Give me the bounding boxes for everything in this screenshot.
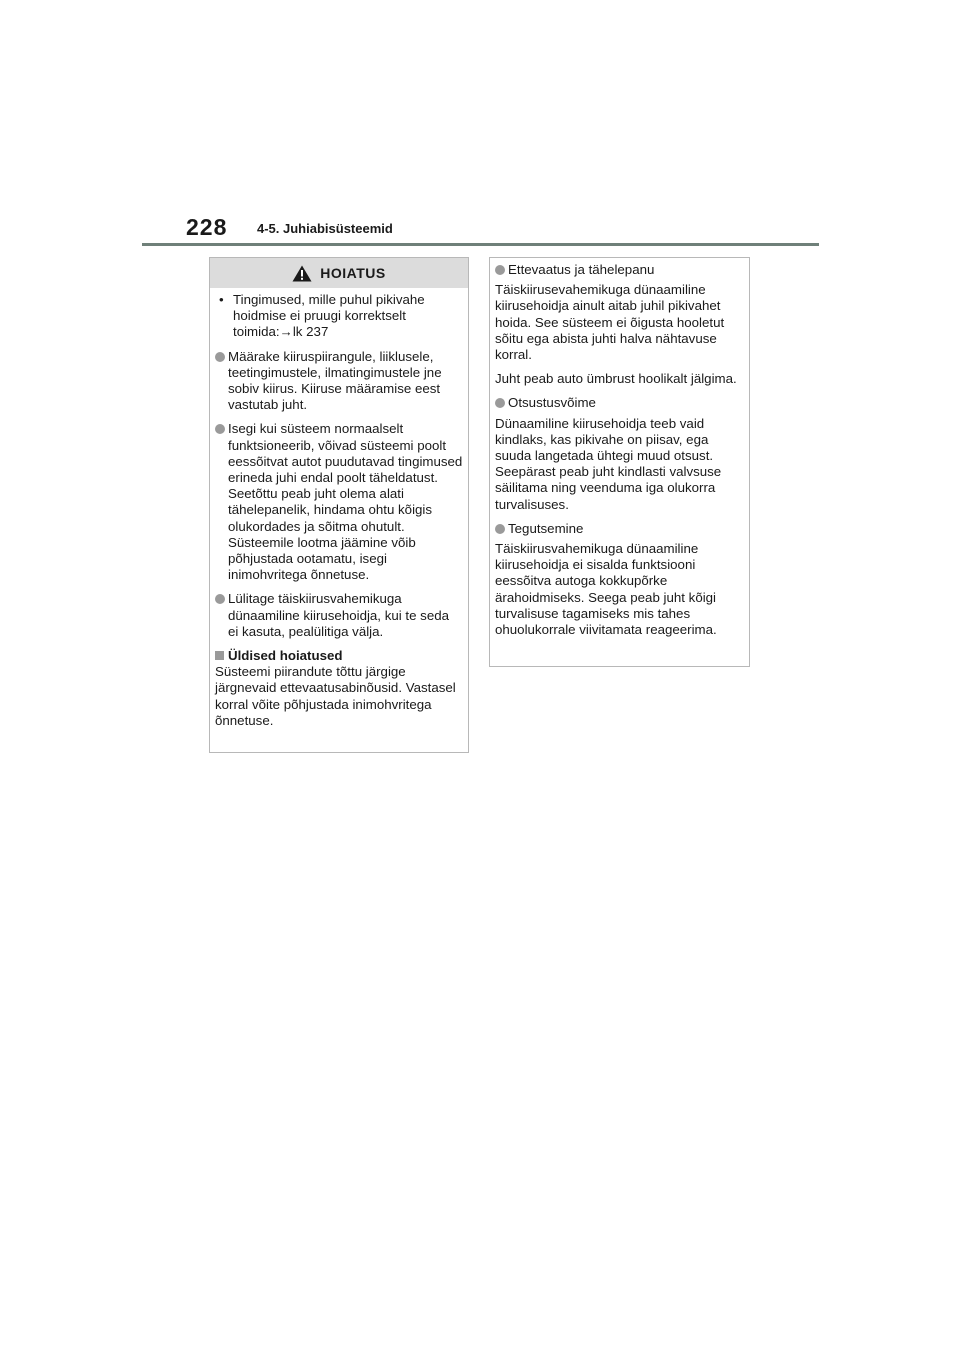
dash-bullet: •	[219, 292, 224, 307]
header-rule	[142, 243, 819, 246]
circle-bullet-icon	[495, 265, 505, 275]
topic-paragraph: Täiskiirusvahemikuga dünaamiline kiirusehoidja ei sisalda funktsiooni eessõitva autoga kokkupõrke ärahoidmiseks. Seega peab juht kõigi turvalisuse tagamiseks mis tahes ohuolukorrale viivitamata reageerima.	[495, 541, 717, 638]
warning-dash-item	[215, 292, 463, 341]
topic-paragraph: Täiskiirusevahemikuga dünaamiline kiirusehoidja ainult aitab juhil pikivahet hoida. See süsteem ei õigusta hooletut sõitu ega abista juhti halva nähtavuse korral.	[495, 282, 725, 363]
warning-bullet-text: Määrake kiiruspiirangule, liiklusele, teetingimustele, ilmatingimustele jne sobiv kiirus. Kiiruse määramise eest vastutab juht.	[228, 348, 442, 413]
warning-box	[209, 257, 469, 753]
circle-bullet-icon	[215, 594, 225, 604]
circle-bullet-icon	[495, 398, 505, 408]
warning-title: HOIATUS	[320, 264, 386, 281]
square-bullet-icon	[215, 651, 224, 660]
circle-bullet-icon	[215, 352, 225, 362]
warning-bullet-text: Isegi kui süsteem normaalselt funktsioneerib, võivad süsteemi poolt eessõitvat autot puudutavad tingimused erineda juhi endal poolt täheldatust. Seetõttu peab juht olema alati tähelepanelik, hindama ohtu kõigis olukordades ja sõitma ohutult. Süsteemile lootma jäämine võib põhjustada ootamatu, isegi inimohvritega õnnetuse.	[228, 421, 463, 583]
warning-bullet	[215, 421, 463, 583]
topic-paragraph: Dünaamiline kiirusehoidja teeb vaid kindlaks, kas pikivahe on piisav, ega suuda langetada ühtegi muud otsust. Seepärast peab juht kindlasti valvsuse säilitama ning veenduma iga olukorra turvalisuses.	[495, 415, 722, 512]
topic-title: Otsustusvõime	[508, 395, 596, 411]
warning-triangle-icon	[292, 265, 312, 282]
topic-paragraph: Juht peab auto ümbrust hoolikalt jälgima.	[495, 371, 737, 387]
warning-bullet	[215, 591, 463, 640]
warning-bullet-text: Lülitage täiskiirusvahemikuga dünaamiline kiirusehoidja, kui te seda ei kasuta, pealülitiga välja.	[228, 591, 450, 639]
circle-bullet-icon	[215, 424, 225, 434]
topic-heading	[495, 395, 744, 411]
warning-dash-text: Tingimused, mille puhul pikivahe hoidmise ei pruugi korrektselt toimida:→lk 237	[233, 292, 425, 340]
general-warnings-heading	[215, 648, 463, 664]
section-title: 4-5. Juhiabisüsteemid	[257, 221, 393, 236]
page-number: 228	[186, 214, 228, 240]
info-box	[489, 257, 750, 667]
general-warnings-title: Üldised hoiatused	[228, 648, 343, 664]
warning-body	[210, 288, 468, 729]
topic-heading	[495, 521, 744, 537]
circle-bullet-icon	[495, 524, 505, 534]
topic-heading	[495, 262, 744, 278]
topic-title: Ettevaatus ja tähelepanu	[508, 262, 655, 277]
warning-bullet	[215, 349, 463, 414]
warning-header	[210, 258, 468, 288]
info-body	[490, 258, 749, 638]
general-warnings-text: Süsteemi piirandute tõttu järgige järgnevaid ettevaatusabinõusid. Vastasel korral võite põhjustada inimohvritega õnnetuse.	[215, 664, 456, 728]
topic-title: Tegutsemine	[508, 520, 584, 536]
